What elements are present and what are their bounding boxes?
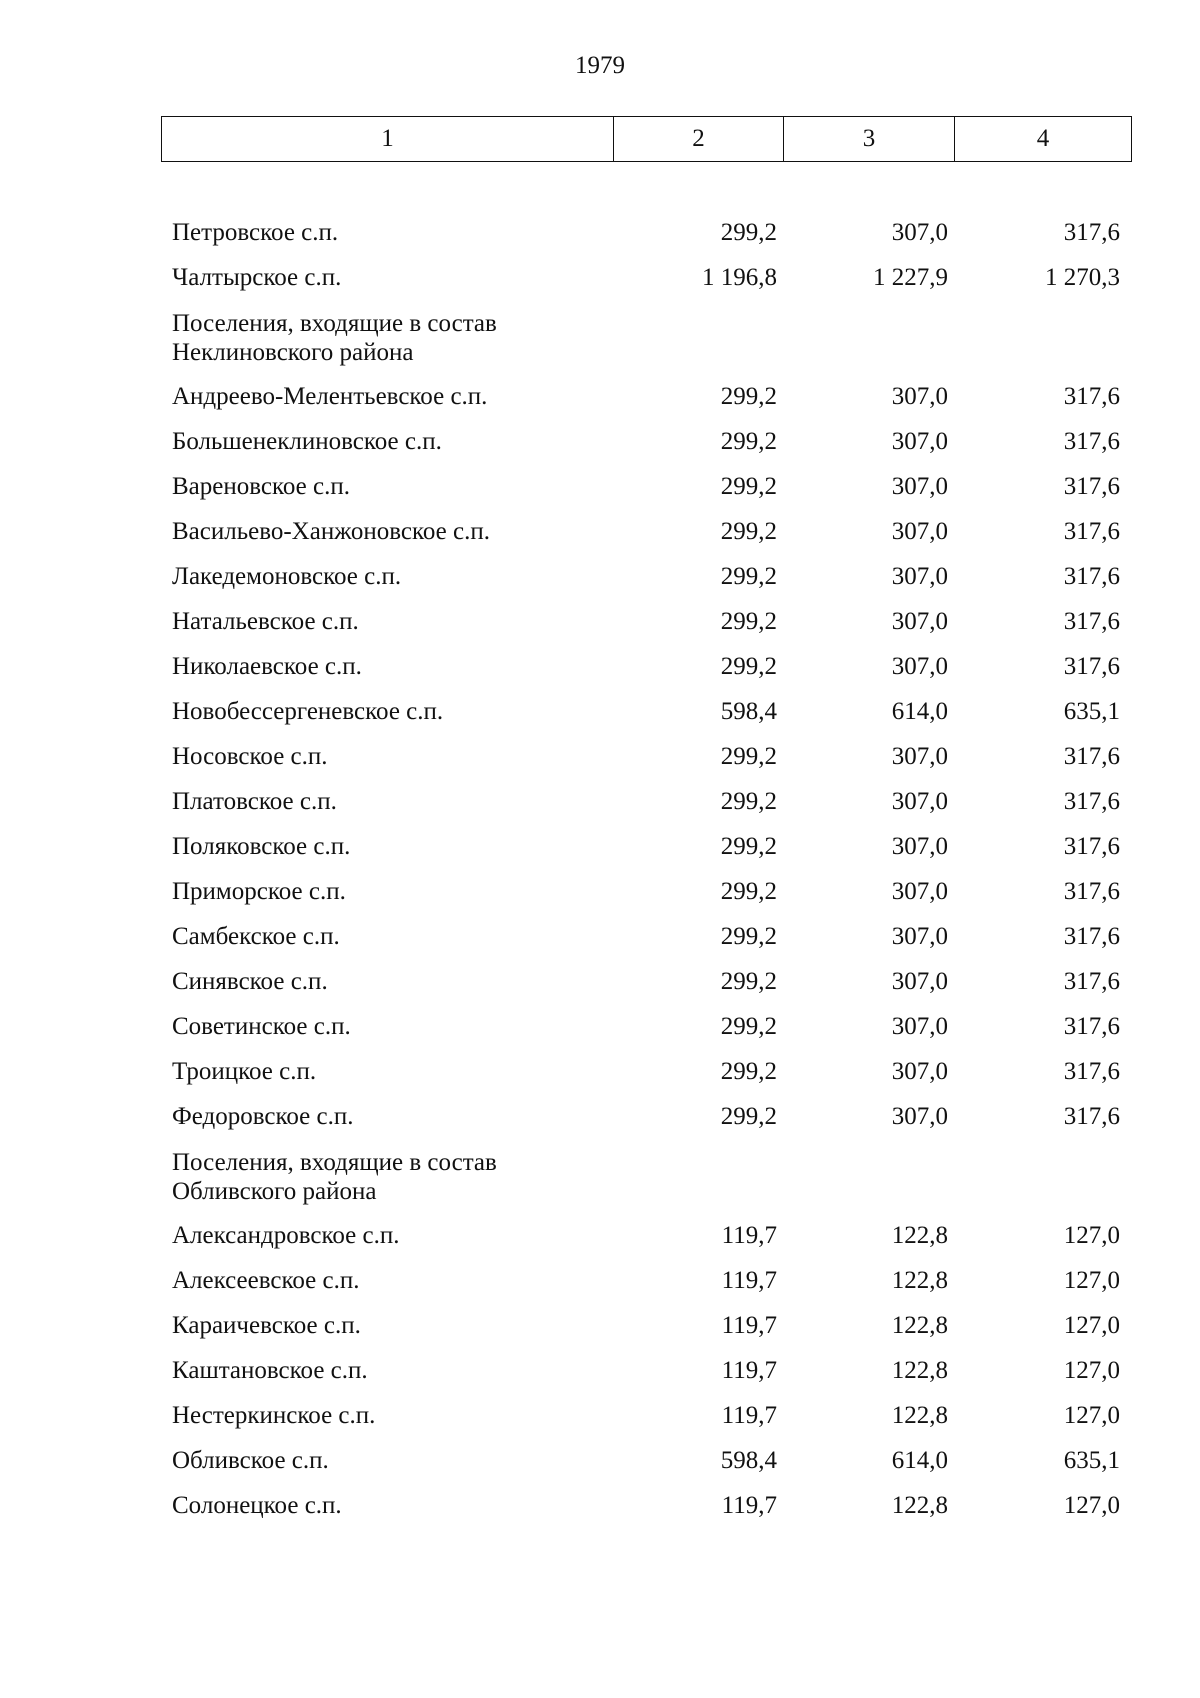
- value-col-2: 598,4: [720, 1447, 777, 1474]
- value-col-2: 119,7: [721, 1222, 777, 1249]
- value-col-4: 317,6: [1063, 653, 1120, 680]
- column-header-3: 3: [784, 117, 955, 162]
- value-col-2: 299,2: [720, 653, 777, 680]
- settlement-name: Поляковское с.п.: [172, 833, 351, 860]
- value-col-4: 317,6: [1063, 788, 1120, 815]
- settlement-name: Приморское с.п.: [172, 878, 346, 905]
- value-col-4: 317,6: [1063, 1058, 1120, 1085]
- value-col-4: 635,1: [1063, 698, 1120, 725]
- value-col-3: 307,0: [891, 383, 948, 410]
- value-col-4: 127,0: [1063, 1402, 1120, 1429]
- value-col-3: 122,8: [891, 1222, 948, 1249]
- value-col-2: 598,4: [720, 698, 777, 725]
- table-row: [0, 599, 1200, 644]
- settlement-name: Большенеклиновское с.п.: [172, 428, 442, 455]
- value-col-2: 299,2: [720, 833, 777, 860]
- value-col-2: 299,2: [720, 1103, 777, 1130]
- value-col-3: 307,0: [891, 923, 948, 950]
- value-col-2: 299,2: [720, 608, 777, 635]
- value-col-4: 317,6: [1063, 428, 1120, 455]
- column-header-4: 4: [955, 117, 1132, 162]
- value-col-3: 122,8: [891, 1267, 948, 1294]
- value-col-4: 317,6: [1063, 219, 1120, 246]
- settlement-name: Петровское с.п.: [172, 219, 339, 246]
- value-col-3: 307,0: [891, 788, 948, 815]
- group-heading: Поселения, входящие в состав Обливского района: [172, 1149, 497, 1205]
- settlement-name: Советинское с.п.: [172, 1013, 351, 1040]
- value-col-2: 299,2: [720, 1058, 777, 1085]
- value-col-2: 299,2: [720, 923, 777, 950]
- table-body: [0, 210, 1200, 1528]
- settlement-name: Солонецкое с.п.: [172, 1492, 342, 1519]
- value-col-4: 127,0: [1063, 1267, 1120, 1294]
- settlement-name: Караичевское с.п.: [172, 1312, 361, 1339]
- table-row: [0, 464, 1200, 509]
- settlement-name: Нестеркинское с.п.: [172, 1402, 376, 1429]
- value-col-4: 317,6: [1063, 833, 1120, 860]
- table-row: [0, 689, 1200, 734]
- settlement-name: Самбекское с.п.: [172, 923, 340, 950]
- value-col-3: 307,0: [891, 1103, 948, 1130]
- settlement-name: Вареновское с.п.: [172, 473, 351, 500]
- value-col-3: 307,0: [891, 878, 948, 905]
- value-col-3: 122,8: [891, 1312, 948, 1339]
- settlement-name: Обливское с.п.: [172, 1447, 329, 1474]
- value-col-4: 317,6: [1063, 923, 1120, 950]
- value-col-3: 307,0: [891, 563, 948, 590]
- table-row: [0, 255, 1200, 300]
- value-col-4: 317,6: [1063, 1013, 1120, 1040]
- value-col-2: 119,7: [721, 1312, 777, 1339]
- value-col-3: 614,0: [891, 1447, 948, 1474]
- value-col-4: 317,6: [1063, 608, 1120, 635]
- value-col-3: 122,8: [891, 1402, 948, 1429]
- value-col-4: 127,0: [1063, 1222, 1120, 1249]
- value-col-2: 299,2: [720, 473, 777, 500]
- table-row: [0, 1213, 1200, 1258]
- settlement-name: Николаевское с.п.: [172, 653, 362, 680]
- table-row: [0, 869, 1200, 914]
- value-col-2: 299,2: [720, 1013, 777, 1040]
- value-col-4: 317,6: [1063, 968, 1120, 995]
- value-col-3: 307,0: [891, 1013, 948, 1040]
- value-col-2: 119,7: [721, 1402, 777, 1429]
- value-col-3: 307,0: [891, 653, 948, 680]
- value-col-4: 317,6: [1063, 383, 1120, 410]
- value-col-3: 307,0: [891, 219, 948, 246]
- table-row: [0, 1303, 1200, 1348]
- group-heading-row: [0, 1139, 1200, 1213]
- value-col-2: 299,2: [720, 428, 777, 455]
- table-row: [0, 1258, 1200, 1303]
- value-col-2: 299,2: [720, 219, 777, 246]
- table-row: [0, 419, 1200, 464]
- value-col-2: 299,2: [720, 968, 777, 995]
- table-row: [0, 1049, 1200, 1094]
- value-col-2: 119,7: [721, 1267, 777, 1294]
- column-header-1: 1: [162, 117, 614, 162]
- settlement-name: Носовское с.п.: [172, 743, 328, 770]
- table-row: [0, 644, 1200, 689]
- value-col-4: 317,6: [1063, 473, 1120, 500]
- value-col-2: 299,2: [720, 743, 777, 770]
- settlement-name: Троицкое с.п.: [172, 1058, 317, 1085]
- value-col-3: 307,0: [891, 608, 948, 635]
- group-heading-row: [0, 300, 1200, 374]
- value-col-2: 119,7: [721, 1357, 777, 1384]
- table-row: [0, 509, 1200, 554]
- settlement-name: Платовское с.п.: [172, 788, 337, 815]
- value-col-4: 127,0: [1063, 1492, 1120, 1519]
- value-col-3: 122,8: [891, 1492, 948, 1519]
- column-header-2: 2: [614, 117, 784, 162]
- value-col-3: 307,0: [891, 518, 948, 545]
- value-col-4: 1 270,3: [1045, 264, 1120, 291]
- value-col-4: 317,6: [1063, 743, 1120, 770]
- table-row: [0, 1348, 1200, 1393]
- value-col-4: 317,6: [1063, 1103, 1120, 1130]
- value-col-3: 614,0: [891, 698, 948, 725]
- table-row: [0, 914, 1200, 959]
- value-col-4: 317,6: [1063, 878, 1120, 905]
- table-row: [0, 554, 1200, 599]
- table-row: [0, 374, 1200, 419]
- table-row: [0, 959, 1200, 1004]
- table-row: [0, 1094, 1200, 1139]
- value-col-2: 1 196,8: [702, 264, 777, 291]
- value-col-3: 307,0: [891, 1058, 948, 1085]
- settlement-name: Чалтырское с.п.: [172, 264, 342, 291]
- value-col-2: 299,2: [720, 563, 777, 590]
- settlement-name: Александровское с.п.: [172, 1222, 400, 1249]
- value-col-3: 307,0: [891, 428, 948, 455]
- value-col-2: 299,2: [720, 518, 777, 545]
- value-col-4: 317,6: [1063, 518, 1120, 545]
- settlement-name: Васильево-Ханжоновское с.п.: [172, 518, 490, 545]
- value-col-2: 119,7: [721, 1492, 777, 1519]
- column-header-table: [161, 116, 1132, 162]
- column-header-row: [162, 117, 1132, 162]
- settlement-name: Андреево-Мелентьевское с.п.: [172, 383, 488, 410]
- value-col-2: 299,2: [720, 788, 777, 815]
- table-row: [0, 779, 1200, 824]
- value-col-3: 307,0: [891, 743, 948, 770]
- settlement-name: Лакедемоновское с.п.: [172, 563, 402, 590]
- table-row: [0, 1438, 1200, 1483]
- table-row: [0, 824, 1200, 869]
- settlement-name: Федоровское с.п.: [172, 1103, 354, 1130]
- value-col-4: 127,0: [1063, 1312, 1120, 1339]
- value-col-4: 635,1: [1063, 1447, 1120, 1474]
- value-col-4: 317,6: [1063, 563, 1120, 590]
- table-row: [0, 210, 1200, 255]
- page-number: 1979: [575, 52, 625, 79]
- settlement-name: Натальевское с.п.: [172, 608, 359, 635]
- value-col-2: 299,2: [720, 878, 777, 905]
- table-row: [0, 1483, 1200, 1528]
- table-row: [0, 734, 1200, 779]
- value-col-3: 307,0: [891, 833, 948, 860]
- group-heading: Поселения, входящие в состав Неклиновского района: [172, 310, 497, 366]
- value-col-2: 299,2: [720, 383, 777, 410]
- settlement-name: Синявское с.п.: [172, 968, 328, 995]
- value-col-3: 307,0: [891, 968, 948, 995]
- value-col-3: 122,8: [891, 1357, 948, 1384]
- value-col-3: 1 227,9: [873, 264, 948, 291]
- settlement-name: Каштановское с.п.: [172, 1357, 368, 1384]
- table-row: [0, 1393, 1200, 1438]
- value-col-3: 307,0: [891, 473, 948, 500]
- value-col-4: 127,0: [1063, 1357, 1120, 1384]
- settlement-name: Новобессергеневское с.п.: [172, 698, 444, 725]
- settlement-name: Алексеевское с.п.: [172, 1267, 360, 1294]
- table-row: [0, 1004, 1200, 1049]
